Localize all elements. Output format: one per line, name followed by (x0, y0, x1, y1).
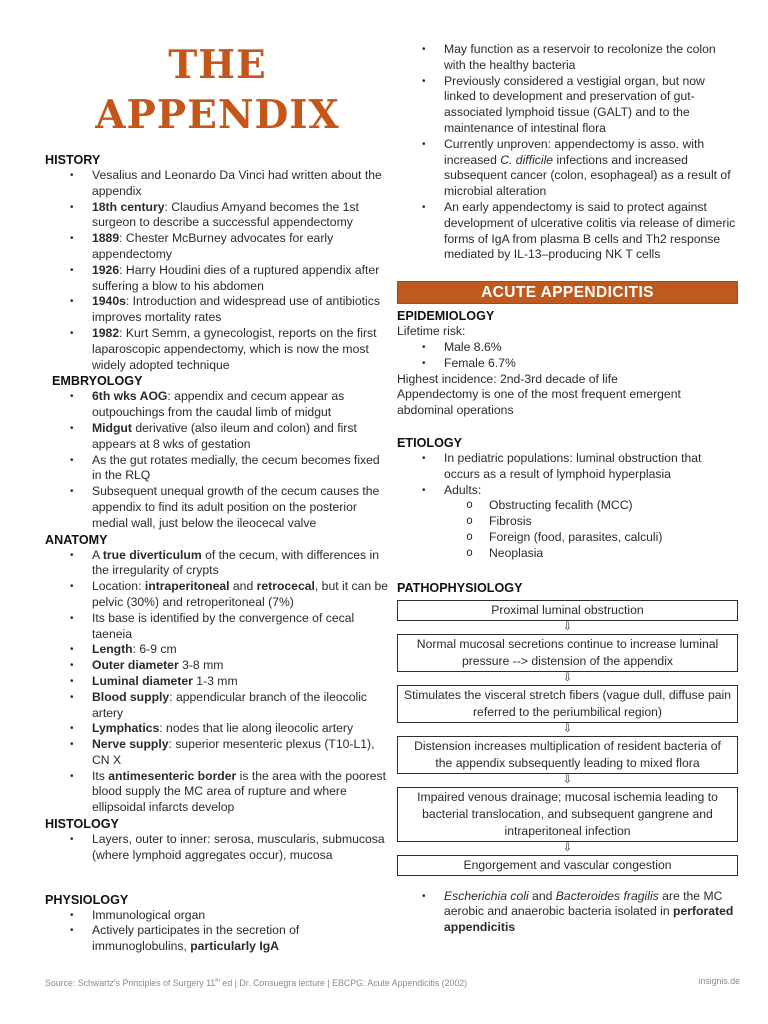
right-column (397, 42, 738, 936)
acute-appendicitis-banner: ACUTE APPENDICITIS (397, 281, 738, 304)
bullet-icon: • (422, 341, 426, 353)
circle-bullet-icon: o (466, 544, 473, 559)
section-heading-physiology: PHYSIOLOGY (45, 892, 129, 907)
bullet-icon: • (422, 138, 426, 150)
list-item (45, 674, 390, 690)
physiology-list (45, 908, 390, 955)
line-text (92, 674, 238, 688)
list-item (45, 642, 390, 658)
flow-box: Distension increases multiplication of resident bacteria of the appendix subsequently leading to mixed flora (397, 736, 738, 774)
text-segment: of the cecum, with differences in the irregularity of crypts (92, 547, 379, 578)
text-segment: : superior mesenteric plexus (T10-L1), CN X (92, 737, 375, 767)
list-item (397, 200, 738, 263)
bullet-icon: • (422, 44, 426, 55)
text-segment: perforated appendicitis (444, 904, 734, 935)
line-text (444, 451, 701, 481)
list-item (397, 498, 738, 514)
text-segment: : nodes that lie along ileocolic artery (159, 721, 354, 736)
text-segment: : appendicular branch of the ileocolic artery (92, 689, 368, 720)
down-arrow-icon: ⇩ (562, 722, 573, 735)
list-item (45, 737, 390, 769)
flow-box: Normal mucosal secretions continue to increase luminal pressure --> distension of the appendix (397, 634, 738, 672)
bullet-icon: • (70, 834, 74, 846)
list-item (45, 908, 390, 924)
section-etiology (397, 435, 738, 562)
line-text (92, 263, 379, 293)
list-item (45, 421, 390, 453)
text-segment: As the gut rotates medially, the cecum becomes fixed in the RLQ (92, 452, 380, 483)
text-segment: Neoplasia (489, 545, 544, 560)
line-text (444, 340, 502, 354)
list-item (45, 294, 390, 326)
text-segment: 1889 (92, 231, 120, 246)
text-segment: Nerve supply (92, 737, 169, 752)
history-list (45, 168, 390, 373)
section-history (45, 152, 390, 373)
flow-box: Impaired venous drainage; mucosal ischemia leading to bacterial translocation, and subsequent gangrene and intraperitoneal infection (397, 787, 738, 842)
list-item (45, 721, 390, 737)
list-item (45, 658, 390, 674)
line-text (489, 514, 532, 528)
down-arrow-icon: ⇩ (562, 671, 573, 684)
line-text (92, 923, 299, 953)
list-item (45, 263, 390, 295)
line-text (92, 389, 344, 419)
list-item (397, 546, 738, 562)
line-text (397, 372, 618, 386)
text-segment: retrocecal (256, 579, 315, 594)
list-item (45, 484, 390, 531)
bullet-icon: • (70, 612, 74, 624)
epidemiology-list (397, 324, 738, 419)
text-segment: : 6-9 cm (132, 642, 177, 657)
list-item (397, 483, 738, 499)
list-item (397, 42, 738, 74)
list-item (45, 168, 390, 200)
text-line (397, 324, 738, 340)
line-text (92, 326, 377, 372)
section-histology (45, 816, 390, 864)
line-text (92, 611, 354, 641)
line-text (444, 483, 481, 497)
text-segment: Obstructing fecalith (MCC) (489, 498, 633, 513)
line-text (444, 42, 716, 72)
section-heading-history: HISTORY (45, 153, 101, 167)
list-item (45, 923, 390, 955)
text-segment: Source: Schwartz's Principles of Surgery 11 (45, 977, 216, 988)
list-item (397, 356, 738, 372)
text-segment: : appendix and cecum appear as outpouchings from the caudal limb of midgut (92, 389, 345, 420)
section-heading-pathophysiology: PATHOPHYSIOLOGY (397, 580, 523, 595)
text-segment: 3-8 mm (178, 658, 224, 673)
line-text (45, 978, 467, 988)
text-segment: antimesenteric border (108, 768, 237, 783)
bullet-icon: • (70, 327, 74, 339)
text-segment: Luminal diameter (92, 673, 193, 688)
bullet-icon: • (70, 770, 74, 782)
text-segment: Immunological organ (92, 907, 206, 922)
line-text (92, 294, 380, 324)
text-segment: 18th century (92, 199, 165, 214)
line-text (92, 690, 367, 720)
list-item (45, 231, 390, 263)
line-text (92, 200, 359, 230)
bullet-icon: • (70, 691, 74, 703)
anatomy-list (45, 548, 390, 817)
text-segment: An early appendectomy is said to protect against development of ulcerative colitis via release of dimeric forms of IgA from plasma B cells and Th2 response mediated by IL-13–producing NK T cells (444, 199, 736, 262)
histology-list (45, 832, 390, 864)
bullet-icon: • (70, 296, 74, 308)
text-segment: Male 8.6% (444, 339, 502, 354)
text-segment: ed | Dr. Consuegra lecture | EBCPG: Acute Appendicitis (2002) (219, 977, 468, 988)
text-segment: intraperitoneal (144, 579, 230, 594)
text-segment: : Kurt Semm, a gynecologist, reports on the first laparoscopic appendectomy, which is now the most widely adopted technique (92, 325, 377, 372)
list-item (45, 200, 390, 232)
text-segment: : Harry Houdini dies of a ruptured appendix after suffering a blow to his abdomen (92, 262, 380, 293)
text-segment: : Claudius Amyand becomes the 1st surgeon to describe a successful appendectomy (92, 199, 359, 230)
line-text (444, 137, 731, 198)
text-segment: Layers, outer to inner: serosa, muscularis, submucosa (where lymphoid aggregates occur), mucosa (92, 832, 385, 862)
text-segment: Subsequent unequal growth of the cecum causes the appendix to find its adult position on the posterior medial wall, just below the ileocecal valve (92, 484, 380, 530)
etiology-list (397, 451, 738, 562)
text-segment: Blood supply (92, 689, 170, 704)
line-text (92, 658, 223, 672)
list-item (45, 389, 390, 421)
bullet-icon: • (70, 660, 74, 672)
line-text (92, 908, 205, 922)
appendix-function-list (397, 42, 738, 263)
text-segment: 1926 (92, 262, 120, 277)
line-text (444, 74, 705, 135)
line-text (92, 484, 379, 530)
text-segment: and (229, 579, 257, 594)
page-footer (45, 976, 740, 989)
pathophysiology-flowchart (397, 600, 738, 876)
text-segment: true diverticulum (102, 547, 202, 562)
bullet-icon: • (422, 452, 426, 464)
down-arrow-icon: ⇩ (562, 841, 573, 854)
section-heading-embryology: EMBRYOLOGY (52, 374, 143, 389)
line-text (92, 832, 385, 862)
text-segment: , but it can be pelvic (30%) and retroperitoneal (7%) (92, 579, 389, 609)
text-segment: 1-3 mm (192, 673, 238, 688)
text-segment: Location: (92, 579, 145, 594)
bullet-icon: • (422, 357, 426, 369)
section-anatomy (45, 532, 390, 817)
text-segment: Currently unproven: appendectomy is asso. with increased (444, 136, 705, 167)
text-segment: C. difficile (500, 152, 554, 167)
text-segment: Midgut (92, 420, 132, 435)
list-item (397, 340, 738, 356)
flow-box: Engorgement and vascular congestion (397, 855, 738, 876)
line-text (489, 530, 662, 544)
bullet-icon: • (70, 909, 74, 921)
text-segment: Outer diameter (92, 658, 179, 673)
bullet-icon: • (70, 581, 74, 593)
bullet-icon: • (70, 233, 74, 245)
section-heading-histology: HISTOLOGY (45, 817, 119, 832)
line-text (489, 498, 633, 512)
bullet-icon: • (422, 890, 426, 902)
list-item (45, 326, 390, 373)
section-epidemiology (397, 308, 738, 419)
text-segment: are the MC aerobic and anaerobic bacteria isolated in (444, 888, 723, 919)
line-text (92, 642, 177, 656)
text-segment: Actively participates in the secretion of immunoglobulins, (92, 923, 300, 954)
line-text (397, 387, 681, 417)
text-line (45, 976, 467, 989)
list-item (397, 137, 738, 200)
line-text (444, 200, 735, 261)
line-text (92, 769, 386, 815)
section-embryology (45, 373, 390, 531)
left-column (45, 40, 390, 955)
list-item (397, 530, 738, 546)
bullet-icon: • (70, 201, 74, 213)
line-text (397, 324, 465, 338)
text-segment: infections and increased subsequent cancer (colon, esophageal) as a result of microbial alteration (444, 152, 731, 199)
section-heading-epidemiology: EPIDEMIOLOGY (397, 309, 495, 324)
bullet-icon: • (70, 264, 74, 276)
bullet-icon: • (70, 391, 74, 403)
footer-watermark: insignis.de (698, 976, 740, 986)
embryology-list (45, 389, 390, 531)
text-segment: In pediatric populations: luminal obstruction that occurs as a result of lymphoid hyperplasia (444, 450, 702, 481)
text-segment: Female 6.7% (444, 355, 516, 370)
section-heading-anatomy: ANATOMY (45, 532, 108, 547)
bullet-icon: • (70, 486, 74, 498)
flow-box: Stimulates the visceral stretch fibers (vague dull, diffuse pain referred to the periumbilical region) (397, 685, 738, 723)
text-segment: : Introduction and widespread use of antibiotics improves mortality rates (92, 294, 380, 325)
text-segment: May function as a reservoir to recolonize the colon with the healthy bacteria (444, 42, 716, 72)
text-segment: 6th wks AOG (92, 389, 168, 404)
text-segment: Adults: (444, 482, 482, 497)
closing-note-list (397, 889, 738, 936)
text-segment: Escherichia coli (444, 888, 529, 903)
line-text (92, 721, 353, 735)
list-item (45, 579, 390, 611)
list-item (397, 889, 738, 936)
line-text (92, 579, 388, 609)
page-title: THE APPENDIX (95, 42, 340, 138)
line-text (92, 168, 382, 198)
section-pathophysiology (397, 580, 738, 876)
down-arrow-icon: ⇩ (562, 620, 573, 633)
list-item (45, 769, 390, 816)
line-text (489, 546, 543, 560)
text-segment: Fibrosis (489, 514, 532, 529)
text-segment: 1982 (92, 325, 120, 340)
bullet-icon: • (70, 644, 74, 656)
line-text (92, 231, 333, 261)
text-segment: Vesalius and Leonardo Da Vinci had written about the appendix (92, 168, 382, 198)
line-text (92, 453, 380, 483)
list-item (45, 611, 390, 643)
list-item (397, 514, 738, 530)
text-segment: Bacteroides fragilis (555, 888, 659, 903)
line-text (444, 889, 733, 935)
text-segment: Length (92, 642, 133, 657)
text-segment: and (528, 888, 556, 903)
text-segment: Lifetime risk: (397, 324, 466, 339)
text-segment: Previously considered a vestigial organ, but now linked to development and preservation of gut-associated lymphoid tissue (GALT) and to the maintenance of intestinal flora (444, 73, 705, 135)
bullet-icon: • (70, 422, 74, 434)
text-segment: Highest incidence: 2nd-3rd decade of life (397, 371, 618, 386)
text-segment: particularly IgA (190, 939, 279, 954)
list-item (45, 690, 390, 722)
bullet-icon: • (70, 549, 74, 561)
text-segment: A (92, 547, 103, 562)
list-item (45, 453, 390, 485)
bullet-icon: • (70, 454, 74, 466)
line-text (92, 421, 357, 451)
bullet-icon: • (422, 201, 426, 213)
bullet-icon: • (70, 170, 74, 181)
line-text (92, 737, 374, 767)
flow-box: Proximal luminal obstruction (397, 600, 738, 621)
text-segment: Appendectomy is one of the most frequent emergent abdominal operations (397, 387, 681, 418)
line-text (444, 356, 516, 370)
section-physiology (45, 892, 390, 955)
text-line (397, 372, 738, 388)
text-line (397, 387, 738, 419)
bullet-icon: • (70, 723, 74, 735)
bullet-icon: • (70, 925, 74, 937)
footer-source (45, 976, 467, 989)
circle-bullet-icon: o (466, 497, 473, 512)
down-arrow-icon: ⇩ (562, 773, 573, 786)
circle-bullet-icon: o (466, 528, 473, 543)
text-segment: is the area with the poorest blood supply the MC area of rupture and where ellipsoidal infarcts develop (92, 768, 387, 815)
bullet-icon: • (70, 739, 74, 751)
section-heading-etiology: ETIOLOGY (397, 435, 463, 450)
bullet-icon: • (422, 484, 426, 496)
list-item (397, 451, 738, 483)
bullet-icon: • (422, 75, 426, 87)
line-text (92, 548, 379, 578)
text-segment: : Chester McBurney advocates for early appendectomy (92, 231, 334, 261)
text-segment: Its base is identified by the convergence of cecal taeneia (92, 610, 355, 641)
text-segment: Its (92, 768, 109, 783)
text-segment: 1940s (92, 294, 126, 309)
text-segment: Lymphatics (92, 721, 160, 736)
circle-bullet-icon: o (466, 513, 473, 528)
bullet-icon: • (70, 675, 74, 687)
list-item (45, 548, 390, 580)
text-segment: derivative (also ileum and colon) and first appears at 8 wks of gestation (92, 420, 357, 451)
list-item (397, 74, 738, 137)
text-segment: Foreign (food, parasites, calculi) (489, 529, 663, 544)
text-segment: th (215, 978, 220, 984)
list-item (45, 832, 390, 864)
